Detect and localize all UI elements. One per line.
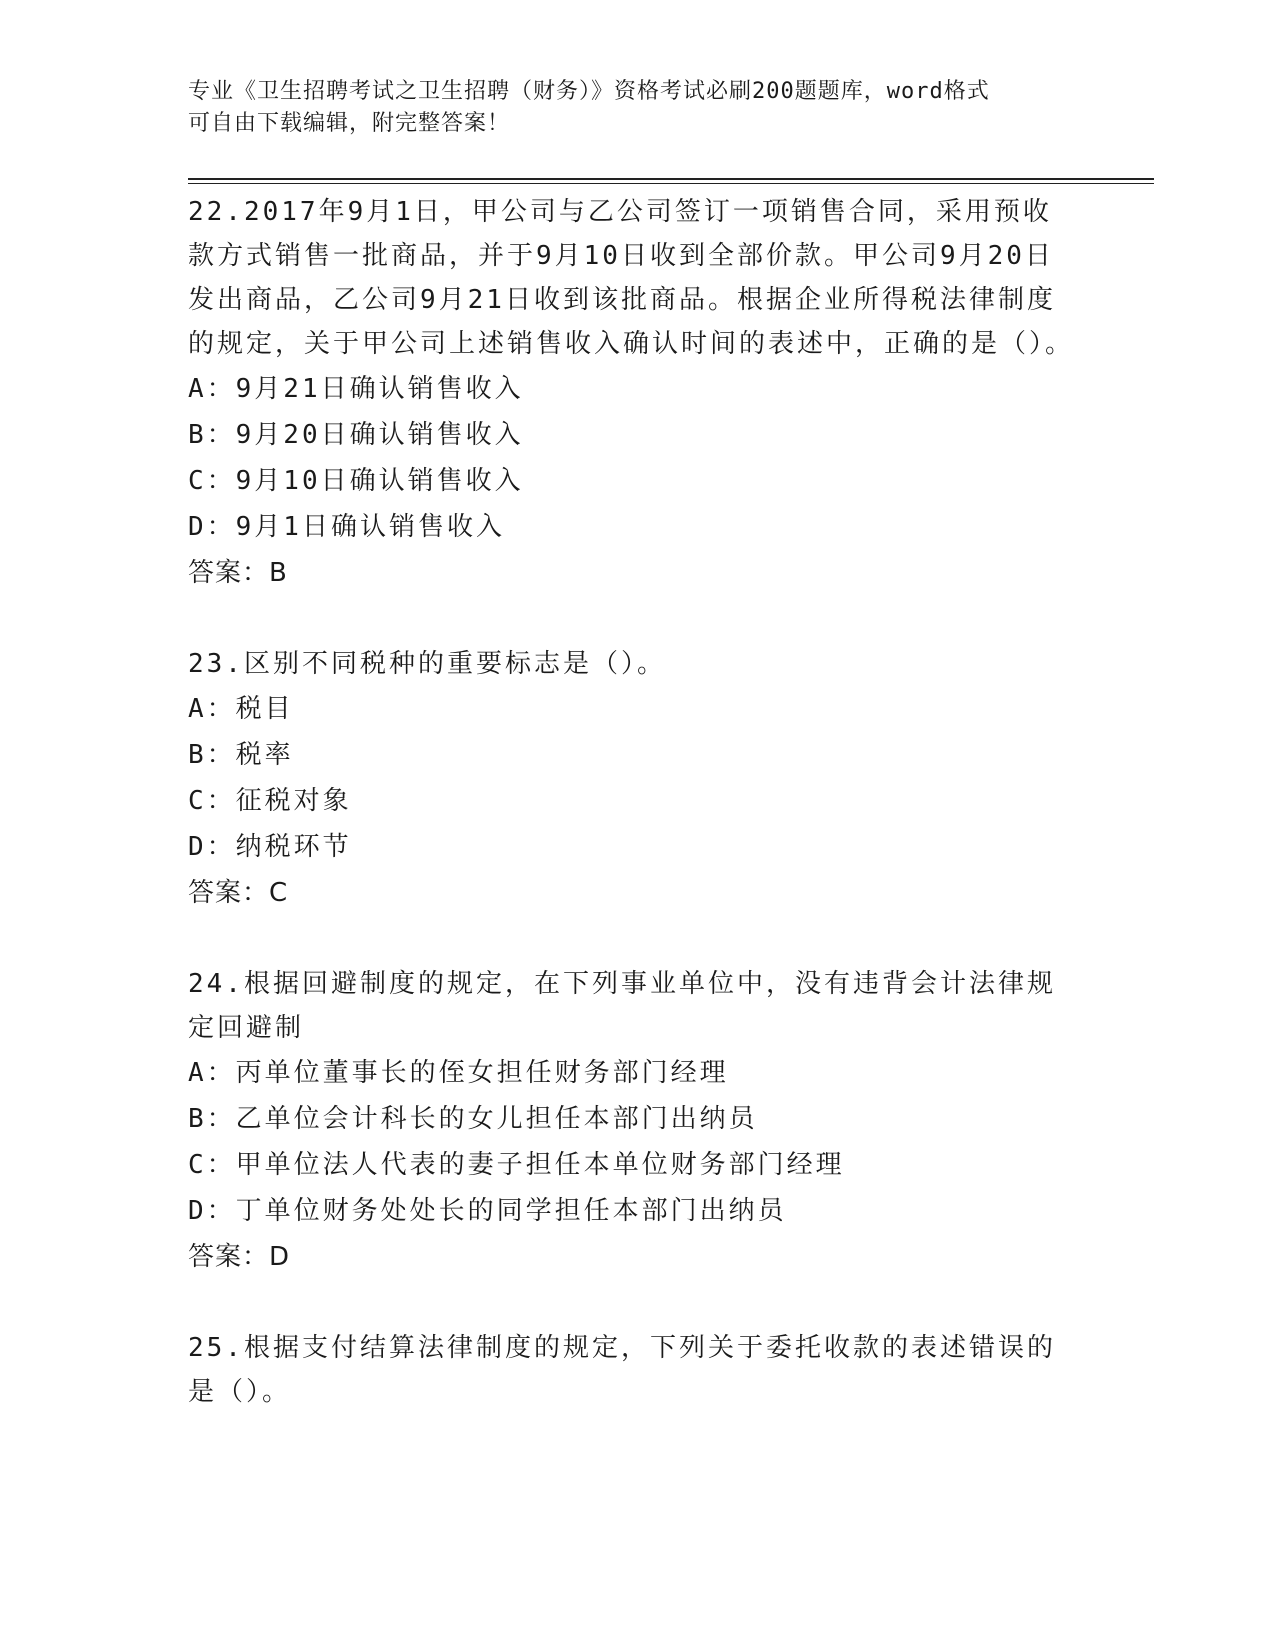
option-c: C：征税对象	[188, 786, 352, 816]
option-d: D：9月1日确认销售收入	[188, 512, 505, 542]
header-line-1: 专业《卫生招聘考试之卫生招聘（财务）》资格考试必刷200题题库，word格式	[188, 79, 990, 104]
question-24	[188, 962, 1078, 1280]
header-divider-thick	[188, 178, 1154, 180]
option-d: D：纳税环节	[188, 832, 352, 862]
answer-line: 答案：B	[188, 558, 288, 588]
question-list	[188, 190, 1078, 1460]
question-stem: 23.区别不同税种的重要标志是（）。	[188, 649, 666, 679]
option-c: C：甲单位法人代表的妻子担任本单位财务部门经理	[188, 1150, 845, 1180]
document-header	[188, 76, 1068, 140]
question-25	[188, 1326, 1078, 1414]
option-b: B：税率	[188, 740, 294, 770]
question-stem: 25.根据支付结算法律制度的规定，下列关于委托收款的表述错误的是（）。	[188, 1333, 1056, 1407]
option-d: D：丁单位财务处处长的同学担任本部门出纳员	[188, 1196, 787, 1226]
option-c: C：9月10日确认销售收入	[188, 466, 524, 496]
answer-line: 答案：C	[188, 878, 289, 908]
header-divider-thin	[188, 183, 1154, 184]
question-23	[188, 642, 1078, 916]
answer-line: 答案：D	[188, 1242, 291, 1272]
question-22	[188, 190, 1078, 596]
option-b: B：9月20日确认销售收入	[188, 420, 524, 450]
option-a: A：9月21日确认销售收入	[188, 374, 524, 404]
question-stem: 22.2017年9月1日，甲公司与乙公司签订一项销售合同，采用预收款方式销售一批商品，并于9月10日收到全部价款。甲公司9月20日发出商品，乙公司9月21日收到该批商品。根据企业所得税法律制度的规定，关于甲公司上述销售收入确认时间的表述中，正确的是（）。	[188, 197, 1075, 359]
option-b: B：乙单位会计科长的女儿担任本部门出纳员	[188, 1104, 758, 1134]
header-line-2: 可自由下载编辑，附完整答案！	[188, 111, 511, 136]
option-a: A：丙单位董事长的侄女担任财务部门经理	[188, 1058, 729, 1088]
question-stem: 24.根据回避制度的规定，在下列事业单位中，没有违背会计法律规定回避制	[188, 969, 1056, 1043]
option-a: A：税目	[188, 694, 294, 724]
